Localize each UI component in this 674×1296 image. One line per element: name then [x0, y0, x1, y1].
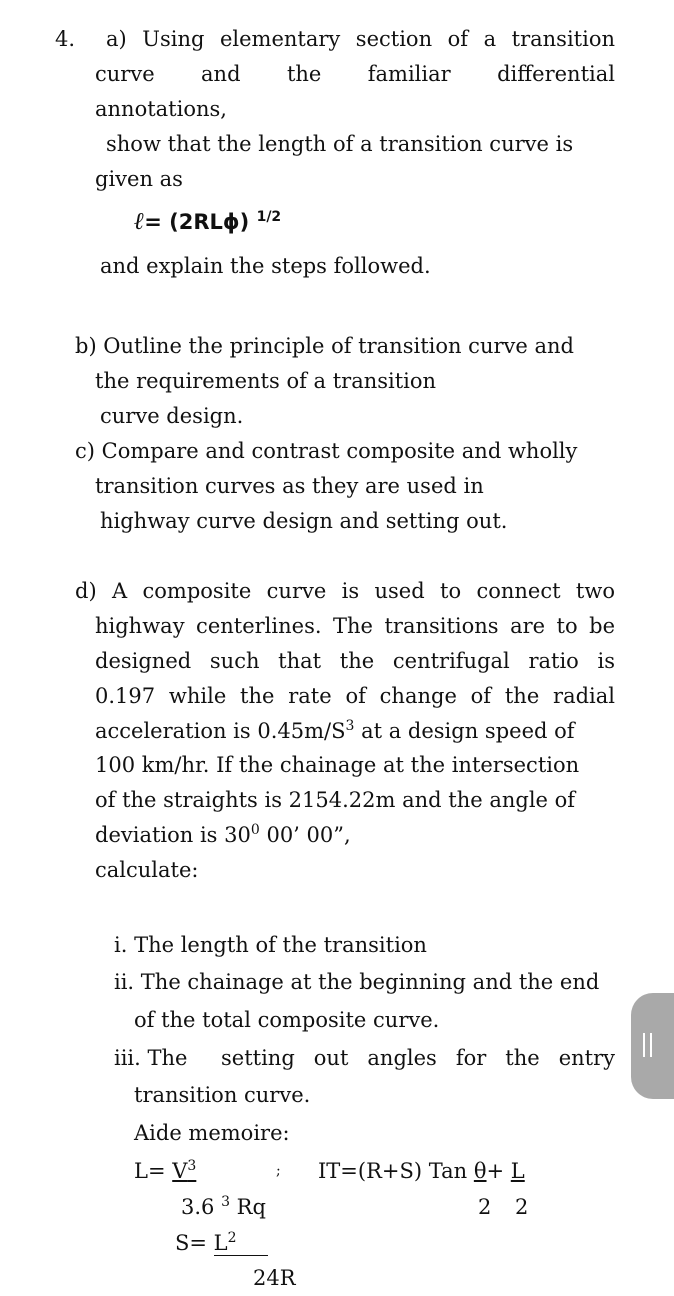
grip-line-icon: [650, 1033, 652, 1057]
text: 00’ 00”,: [259, 823, 351, 847]
degree-superscript: 0: [250, 822, 260, 838]
part-d-line-3: designed such that the centrifugal ratio is: [95, 649, 615, 673]
part-d-line-7: of the straights is 2154.22m and the angle of: [95, 788, 576, 812]
shift-denominator: 24R: [253, 1266, 296, 1290]
part-d-line-5: [95, 718, 575, 744]
part-d-line-9: calculate:: [95, 858, 199, 882]
tangent-denominator-1: 2: [478, 1195, 492, 1219]
shift-equation: $S= L^2$: [175, 1230, 268, 1256]
part-a-line-5: given as: [95, 167, 183, 191]
part-b-line-1: b) Outline the principle of transition curve and: [75, 334, 574, 358]
text: at a design speed of: [354, 719, 575, 743]
part-a-line-6: and explain the steps followed.: [100, 254, 431, 278]
text: L=: [134, 1159, 173, 1183]
side-scroll-handle[interactable]: [631, 993, 674, 1099]
numerator: $V^3$: [172, 1158, 197, 1183]
numerator: $L^2$: [214, 1231, 268, 1256]
sub-question-iii-line-1: [114, 1045, 187, 1071]
part-c-line-1: c) Compare and contrast composite and wholly: [75, 439, 578, 463]
sub-question-ii-line-1: ii. The chainage at the beginning and the end: [114, 970, 600, 994]
part-d-line-1: d) A composite curve is used to connect two: [75, 579, 615, 603]
text: deviation is 30: [95, 823, 251, 847]
part-a-line-4: show that the length of a transition curve is: [106, 132, 574, 156]
part-a-line-3: annotations,: [95, 97, 227, 121]
part-d-line-8: [95, 822, 351, 848]
sub-question-iii-line-1-rest: setting out angles for the entry: [221, 1046, 615, 1070]
text: iii. The: [114, 1046, 188, 1070]
text: IT=(R+S) Tan: [318, 1159, 474, 1183]
part-a-line-2: [95, 61, 615, 87]
tangent-denominator-2: 2: [515, 1195, 529, 1219]
word: the: [286, 62, 322, 86]
script-l-symbol: ℓ: [134, 206, 145, 235]
part-d-line-6: 100 km/hr. If the chainage at the intersection: [95, 753, 580, 777]
formula-body: = (2RLϕ): [144, 210, 257, 234]
word: curve: [95, 62, 155, 86]
word: and: [201, 62, 241, 86]
word: familiar: [367, 62, 451, 86]
sub-question-ii-line-2: of the total composite curve.: [134, 1008, 440, 1032]
part-c-line-2: transition curves as they are used in: [95, 474, 484, 498]
part-a-line-1: a) Using elementary section of a transition: [106, 27, 615, 51]
sub-question-i: i. The length of the transition: [114, 933, 427, 957]
part-d-line-4: 0.197 while the rate of change of the radial: [95, 684, 615, 708]
text: +: [486, 1159, 511, 1183]
sub-question-iii-line-2: transition curve.: [134, 1083, 311, 1107]
grip-line-icon: [643, 1033, 645, 1057]
theta: θ: [473, 1159, 487, 1183]
l-term: L: [510, 1159, 525, 1183]
part-c-line-3: highway curve design and setting out.: [100, 509, 508, 533]
length-formula: [134, 208, 281, 235]
formula-exponent: 1/2: [256, 209, 282, 225]
text: acceleration is 0.45m/S: [95, 719, 346, 743]
question-number: 4.: [55, 27, 76, 51]
part-d-line-2: highway centerlines. The transitions are to be: [95, 614, 615, 638]
transition-length-denominator: 3.6 $^3$ Rq: [181, 1194, 266, 1219]
superscript: 3: [345, 718, 355, 734]
tangent-length-equation: [318, 1158, 525, 1184]
word: differential: [497, 62, 615, 86]
semicolon: ;: [276, 1163, 281, 1179]
part-b-line-2: the requirements of a transition: [95, 369, 437, 393]
transition-length-equation: [134, 1158, 196, 1184]
aide-memoire-heading: Aide memoire:: [134, 1121, 290, 1145]
part-b-line-3: curve design.: [100, 404, 244, 428]
